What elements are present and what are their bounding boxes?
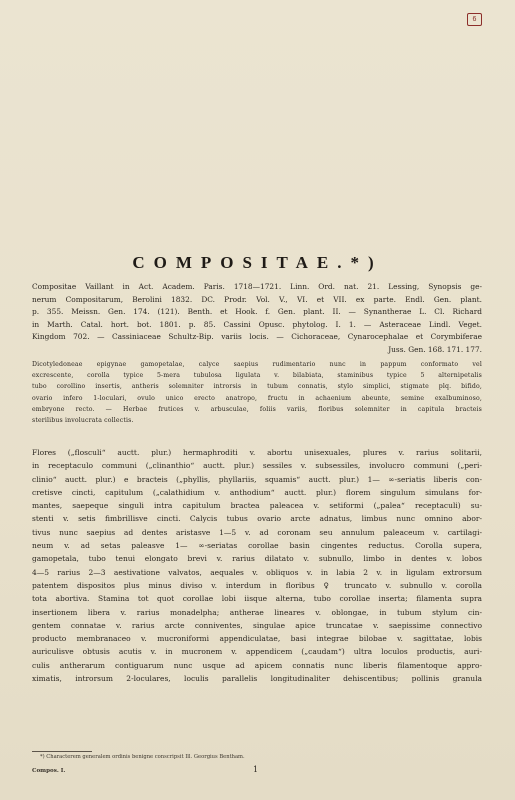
diagnosis-line: embryone recto. — Herbae frutices v. arbusculae, foliis variis, floribus solemniter in capitula bracteis (32, 405, 482, 413)
diagnosis-line: excrescente, corolla typice 5-mera tubulosa ligulata v. bilabiata, staminibus typice 5 alternipetalis (32, 372, 482, 380)
footnote: *) Characterem generalem ordinis benigne conscripsit Ill. Georgius Bentham. (40, 754, 245, 760)
description-line: clinio“ auctt. plur.) e bracteis („phyllis, phyllariis, squamis“ auctt. plur.) 1— ∞-seriatis liberis con- (32, 474, 482, 484)
page-number: 1 (253, 765, 259, 774)
description-line: stenti v. setis fimbrillisve cincti. Calycis tubus ovario arcte adnatus, limbus nunc omnino abor- (32, 514, 482, 524)
description-line: tota abortiva. Stamina tot quot corollae lobi iisque alterna, tubo corollae inserta; filamenta supra (32, 594, 482, 604)
library-stamp: 6 (467, 13, 482, 26)
description-line: gamopetala, tubo tenui elongato brevi v. rarius dilatato v. subnullo, limbo in dentes v. lobos (32, 554, 482, 564)
diagnosis-line: sterilibus involucrata collectis. (32, 417, 134, 425)
synonymy-line: Juss. Gen. 168. 171. 177. (388, 344, 482, 354)
description-line: mantes, saepeque singuli intra capitulum bractea paleacea v. setiformi („palea“ receptaculi) su- (32, 501, 482, 511)
synonymy-paragraph (32, 281, 482, 356)
synonymy-line: p. 355. Meissn. Gen. 174. (121). Benth. et Hook. f. Gen. plant. II. — Synantherae L. Cl. Richard (32, 307, 482, 316)
description-paragraph (32, 446, 482, 685)
synonymy-line: in Marth. Catal. hort. bot. 1801. p. 85. Cassini Opusc. phytolog. I. 1. — Asteraceae Lindl. Veget. (32, 319, 482, 329)
diagnosis-line: tubo corollino insertis, antheris solemniter introrsis in tubum connatis, stylo simplici, stigmate plq. bifido, (32, 383, 482, 391)
description-line: tivus nunc saepius ad dentes aristasve 1—5 v. ad coronam seu annulum paleaceum v. cartilagi- (32, 527, 482, 537)
description-line: gentem connatae v. rarius arcte conniventes, singulae apice truncatae v. saepissime connectivo (32, 620, 482, 630)
signature-mark: Compos. I. (32, 768, 66, 774)
synonymy-line: Compositae Vaillant in Act. Academ. Paris. 1718—1721. Linn. Ord. nat. 21. Lessing, Synopsis ge- (32, 282, 482, 291)
description-line: 4—5 rarius 2—3 aestivatione valvatos, aequales v. obliquos v. in labia 2 v. in ligulam extrorsum (32, 567, 482, 577)
footnote-divider (32, 751, 92, 752)
description-line: insertionem libera v. rarius monadelpha; antherae lineares v. oblongae, in tubum stylum cin- (32, 607, 482, 617)
description-line: auriculisve obtusis acutis v. in mucronem v. appendicem („caudam“) ultra loculos productis, auri- (32, 647, 482, 657)
synonymy-line: nerum Compositarum, Berolini 1832. DC. Prodr. Vol. V., VI. et VII. ex parte. Endl. Gen. plant. (32, 294, 482, 304)
page-title: COMPOSITAE.*) (132, 253, 383, 272)
description-line: culis antherarum contiguarum nunc usque ad apicem connatis nunc liberis filamentoque appro- (32, 660, 482, 670)
synonymy-line: Kingdom 702. — Cassiniaceae Schultz-Bip. variis locis. — Cichoraceae, Cynarocephalae et Corymbiferae (32, 332, 482, 341)
description-line: producto membranaceo v. mucroniformi appendiculatae, basi integrae bilobae v. sagittatae, lobis (32, 634, 482, 644)
description-line: Flores („flosculi“ auctt. plur.) hermaphroditi v. abortu unisexuales, plures v. rarius solitarii, (32, 448, 482, 457)
diagnosis-paragraph (32, 359, 482, 426)
diagnosis-line: Dicotyledoneae epigynae gamopetalae, calyce saepius rudimentario nunc in pappum conformato vel (32, 361, 482, 368)
description-line: cretisve cincti, capitulum („calathidium v. anthodium“ auctt. plur.) florem singulum simulans for- (32, 487, 482, 497)
description-line: in receptaculo communi („clinanthio“ auctt. plur.) sessiles v. subsessiles, involucro communi („peri- (32, 461, 482, 471)
diagnosis-line: ovario infero 1-loculari, ovulo unico erecto anatropo, fructu in achaenium abeunte, semine exalbuminoso, (32, 394, 482, 402)
description-line: neum v. ad setas paleasve 1— ∞-seriatas corollae basin cingentes reductus. Corolla supera, (32, 541, 482, 551)
description-line: ximatis, introrsum 2-loculares, loculis parallelis longitudinaliter dehiscentibus; pollinis granula (32, 674, 482, 684)
description-line: patentem dispositos plus minus divisо v. interdum in floribus ♀ truncato v. subnullo v. corolla (32, 580, 482, 590)
